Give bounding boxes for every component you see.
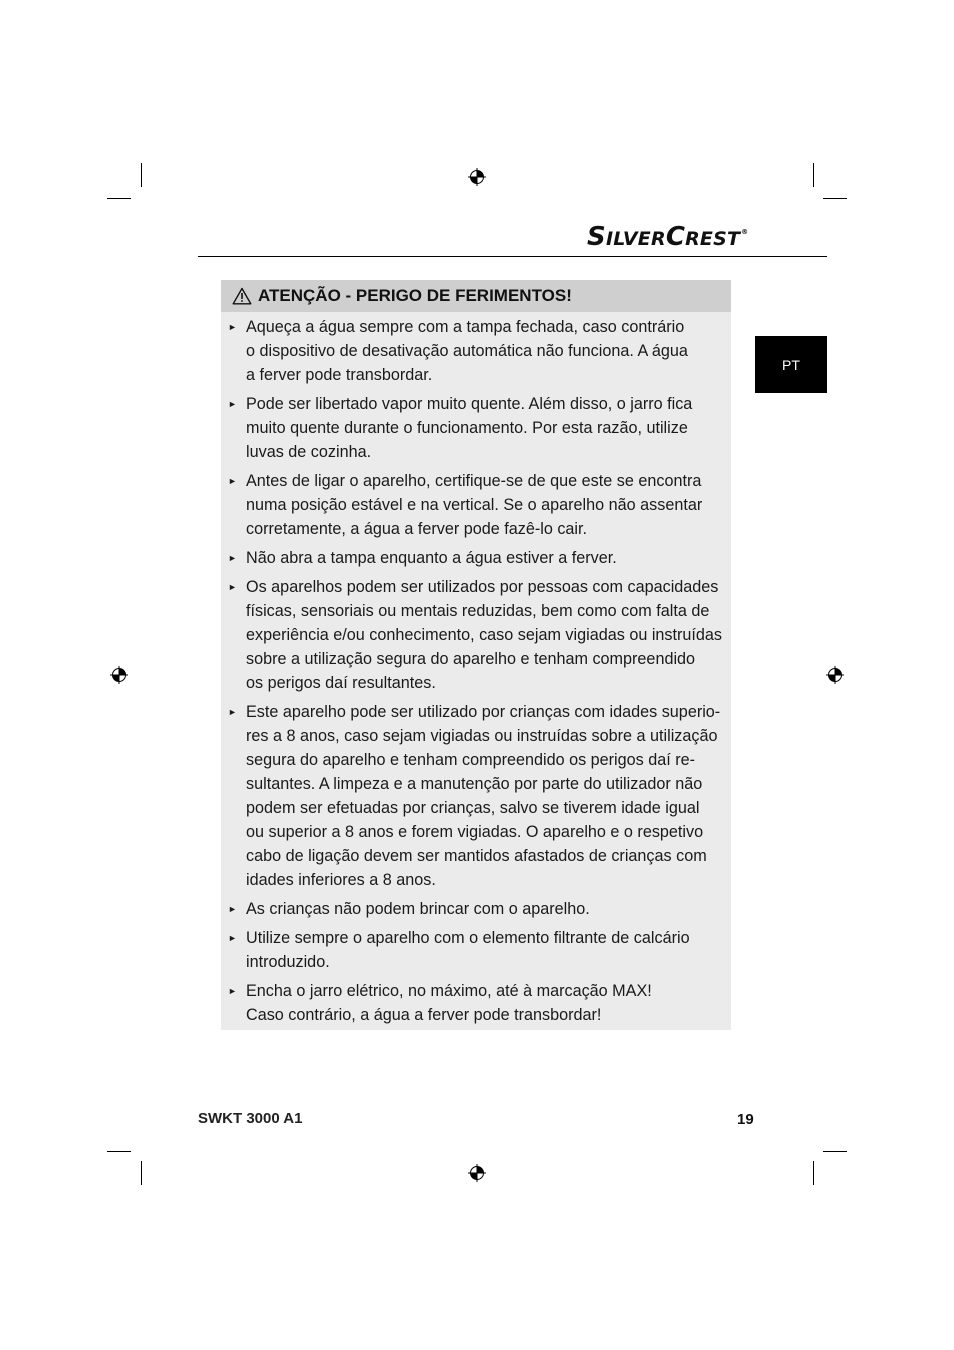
crop-mark — [141, 1161, 142, 1185]
warning-title: ATENÇÃO - PERIGO DE FERIMENTOS! — [258, 286, 572, 305]
warning-item-line: numa posição estável e na vertical. Se o aparelho não assentar — [246, 496, 703, 514]
warning-item-line: Caso contrário, a água a ferver pode transbordar! — [246, 1006, 602, 1024]
warning-item-line: Não abra a tampa enquanto a água estiver a ferver. — [246, 549, 617, 567]
registration-mark-icon — [468, 1164, 486, 1182]
brand-logo: SILVERCREST® — [587, 222, 749, 252]
warning-item-line: idades inferiores a 8 anos. — [246, 871, 436, 889]
warning-item-line: o dispositivo de desativação automática não funciona. A água — [246, 342, 688, 360]
warning-item-line: muito quente durante o funcionamento. Por esta razão, utilize — [246, 419, 688, 437]
warning-item-line: experiência e/ou conhecimento, caso sejam vigiadas ou instruídas — [246, 626, 723, 644]
bullet-arrow-icon: ► — [228, 553, 237, 563]
crop-mark — [107, 1151, 131, 1152]
warning-item — [228, 926, 723, 974]
header-rule — [198, 256, 827, 257]
warning-item — [228, 700, 723, 892]
bullet-arrow-icon: ► — [228, 399, 237, 409]
warning-item-line: podem ser efetuadas por crianças, salvo se tiverem idade igual — [246, 799, 700, 817]
warning-item — [228, 575, 723, 695]
warning-item-line: segura do aparelho e tenham compreendido os perigos daí re- — [246, 751, 696, 769]
crop-mark — [141, 163, 142, 187]
registration-mark-icon — [826, 666, 844, 684]
registration-mark-icon — [110, 666, 128, 684]
crop-mark — [813, 163, 814, 187]
bullet-arrow-icon: ► — [228, 582, 237, 592]
bullet-arrow-icon: ► — [228, 933, 237, 943]
warning-item-line: luvas de cozinha. — [246, 443, 372, 461]
bullet-arrow-icon: ► — [228, 322, 237, 332]
warning-item-line: os perigos daí resultantes. — [246, 674, 436, 692]
warning-box — [221, 280, 731, 1030]
warning-item-line: cabo de ligação devem ser mantidos afastados de crianças com — [246, 847, 707, 865]
warning-item-line: Encha o jarro elétrico, no máximo, até à marcação MAX! — [246, 982, 652, 1000]
warning-list — [221, 312, 731, 1027]
bullet-arrow-icon: ► — [228, 476, 237, 486]
crop-mark — [823, 198, 847, 199]
warning-item-line: Aqueça a água sempre com a tampa fechada, caso contrário — [246, 318, 685, 336]
crop-mark — [823, 1151, 847, 1152]
bullet-arrow-icon: ► — [228, 707, 237, 717]
warning-item-line: introduzido. — [246, 953, 330, 971]
warning-item — [228, 392, 723, 464]
warning-item — [228, 897, 723, 921]
warning-item — [228, 546, 723, 570]
warning-item-line: Este aparelho pode ser utilizado por crianças com idades superio- — [246, 703, 721, 721]
warning-item — [228, 469, 723, 541]
bullet-arrow-icon: ► — [228, 904, 237, 914]
warning-item-line: ou superior a 8 anos e forem vigiadas. O aparelho e o respetivo — [246, 823, 704, 841]
crop-mark — [813, 1161, 814, 1185]
registration-mark-icon — [468, 168, 486, 186]
warning-item-line: a ferver pode transbordar. — [246, 366, 433, 384]
warning-item-line: Pode ser libertado vapor muito quente. Além disso, o jarro fica — [246, 395, 693, 413]
warning-item-line: corretamente, a água a ferver pode fazê-lo cair. — [246, 520, 588, 538]
language-tab: PT — [755, 336, 827, 393]
warning-item-line: Os aparelhos podem ser utilizados por pessoas com capacidades — [246, 578, 719, 596]
warning-item-line: Utilize sempre o aparelho com o elemento filtrante de calcário — [246, 929, 690, 947]
warning-item-line: Antes de ligar o aparelho, certifique-se de que este se encontra — [246, 472, 702, 490]
warning-item — [228, 315, 723, 387]
warning-item — [228, 979, 723, 1027]
warning-item-line: sultantes. A limpeza e a manutenção por parte do utilizador não — [246, 775, 703, 793]
warning-item-line: res a 8 anos, caso sejam vigiadas ou instruídas sobre a utilização — [246, 727, 718, 745]
model-number: SWKT 3000 A1 — [198, 1110, 303, 1127]
bullet-arrow-icon: ► — [228, 986, 237, 996]
warning-item-line: As crianças não podem brincar com o aparelho. — [246, 900, 590, 918]
page-number: 19 — [737, 1111, 754, 1128]
warning-item-line: sobre a utilização segura do aparelho e tenham compreendido — [246, 650, 696, 668]
crop-mark — [107, 198, 131, 199]
warning-triangle-icon — [232, 287, 252, 305]
warning-item-line: físicas, sensoriais ou mentais reduzidas, bem como com falta de — [246, 602, 710, 620]
warning-header — [221, 280, 731, 312]
